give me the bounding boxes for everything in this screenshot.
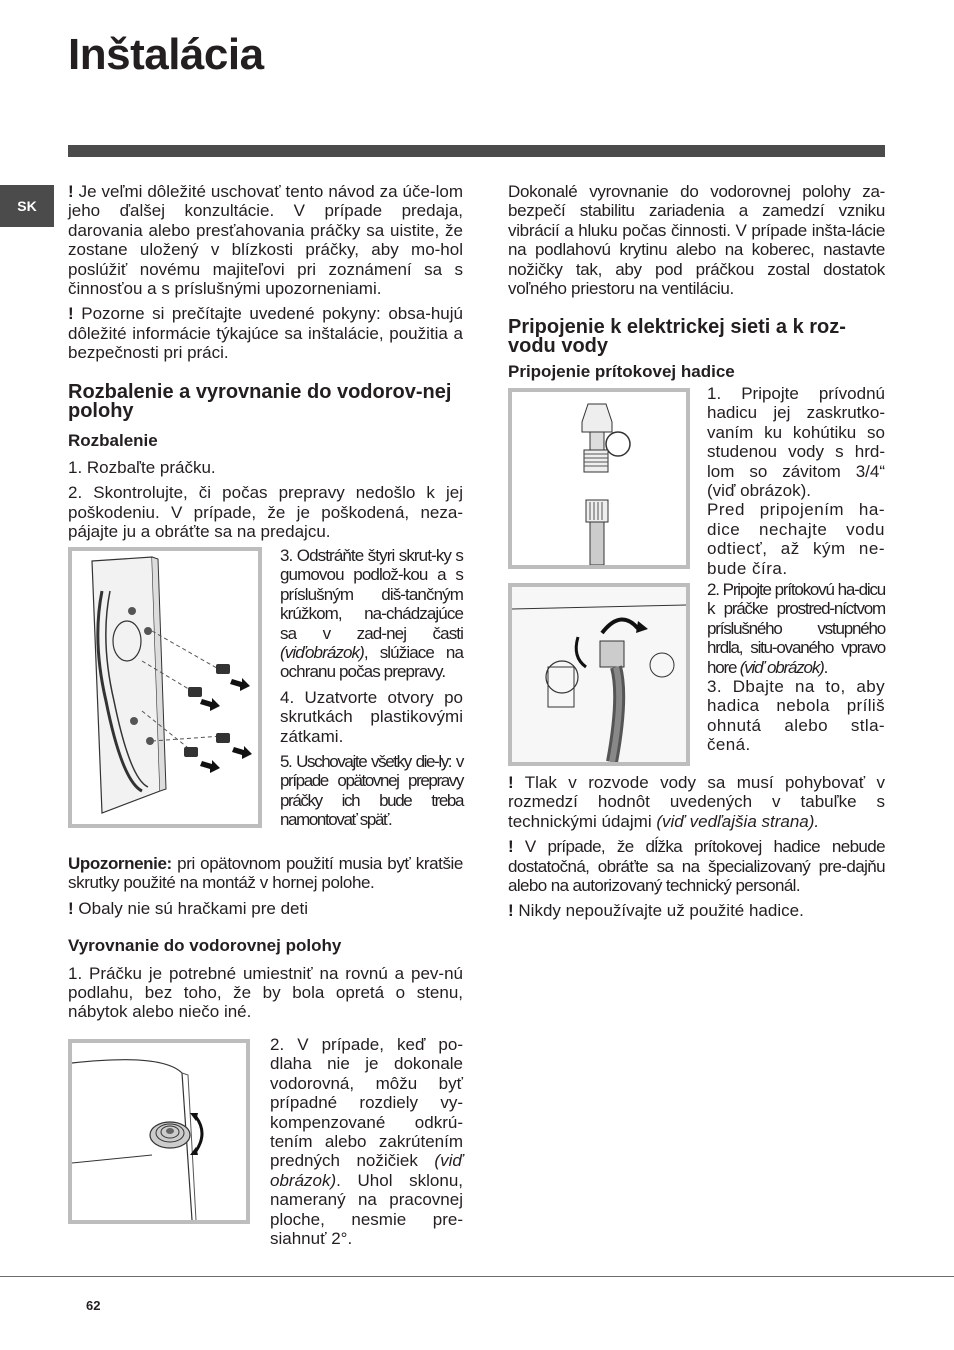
hose-step-3: 3. Dbajte na to, aby hadica nebola príliš ohnutá alebo stla-čená.: [707, 677, 885, 755]
water-tap-illustration: [512, 392, 686, 565]
figure-water-tap: [508, 388, 690, 569]
figure-leveling-foot: [68, 1039, 250, 1224]
leveling-step-1: 1. Práčku je potrebné umiestniť na rovnú a pev-nú podlahu, bez toho, že by bola opretá o stenu, nábytok alebo niečo iné.: [68, 963, 463, 1022]
used-hose-note: ! Nikdy nepoužívajte už použité hadice.: [508, 901, 804, 921]
hose-step-1-note: Pred pripojením ha-dice nechajte vodu odtiecť, až kým ne-bude čírа.: [707, 500, 885, 578]
intro-paragraph-2: ! Pozorne si prečítajte uvedené pokyny: obsa-hujú dôležité informácie týkajúce sa inštalácie, použitia a bezpečnosti pri práci.: [68, 304, 463, 363]
leveling-step-2: 2. V prípade, keď po-dlaha nie je dokonale vodorovná, môžu byť prípadné rozdiely vy-kompenzované odkrú-tením alebo zakrútením predných nožičiek (viď obrázok). Uhol sklonu, nameraný na pracovnej ploche, nesmie pre-siahnuť 2°.: [270, 1035, 463, 1249]
transport-screws-illustration: [72, 551, 258, 824]
right-column-notes: [508, 773, 885, 927]
header-rule: [68, 145, 885, 157]
intro-paragraph-1: ! Je veľmi dôležité uschovať tento návod za úče-lom jeho ďalšej konzultácie. V prípade predaja, darovania alebo presťahovania práčky sa uistite, že zostane uložený v blízkosti práčky, aby mo-hol poslúžiť novému majiteľovi pri zoznámení sa s činnosťou a s príslušnými upozorneniami.: [68, 182, 463, 299]
warning-paragraph: Upozornenie: pri opätovnom použití musia byť kratšie skrutky použité na montáž v hornej polohe.: [68, 854, 463, 893]
page-number: 62: [86, 1298, 101, 1313]
right-column: [508, 182, 885, 382]
figure-transport-screws: [68, 547, 262, 828]
figure-hose-inlet: [508, 583, 690, 766]
subheading-inlet-hose: Pripojenie prítokovej hadice: [508, 362, 735, 382]
hose-instructions-1: [707, 384, 885, 584]
hose-instructions-2: [707, 580, 885, 761]
hose-step-2: 2. Pripojte prítokovú ha-dicu k práčke prostred-níctvom príslušného vstupného hrdla, situ-ovaného vpravo hore (viď obrázok).: [707, 580, 885, 677]
unpack-step-3: 3. Odstráňte štyri skrut-ky s gumovou podlož-kou a s príslušným diš-tančným krúžkom, na-chádzajúce sa v zad-nej časti (viďobrázok), slúžiace na ochranu počas prepravy.: [280, 546, 463, 682]
language-tab: SK: [0, 185, 54, 227]
hose-inlet-illustration: [512, 587, 686, 762]
left-column-bottom: [68, 854, 463, 1028]
unpack-step-5: 5. Uschovajte všetky die-ly: v prípade opätovnej prepravy práčky ich bude treba namontovať späť.: [280, 752, 463, 830]
hose-length-note: ! V prípade, že dĺžka prítokovej hadice nebude dostatočná, obráťte sa na špecializovaný pre-dajňu alebo na autorizovaný technický personál.: [508, 837, 885, 896]
subheading-unpacking: Rozbalenie: [68, 430, 158, 450]
leveling-instructions: [270, 1035, 463, 1254]
section-title-connection: Pripojenie k elektrickej sieti a k roz-vodu vody: [508, 316, 846, 358]
pressure-note: ! Tlak v rozvode vody sa musí pohybovať v rozmedzí hodnôt uvedených v tabuľke s technickými údajmi (viď vedľajšia strana).: [508, 773, 885, 831]
hose-step-1: 1. Pripojte prívodnú hadicu jej zaskrutko-vaním ku kohútiku so studenou vody s hrd-lom so závitom 3/4“ (viď obrázok).: [707, 384, 885, 501]
unpack-step-1: 1. Rozbaľte práčku.: [68, 458, 216, 478]
toys-warning: ! Obaly nie sú hračkami pre deti: [68, 898, 309, 918]
screws-instructions: [280, 546, 463, 836]
leveling-foot-illustration: [72, 1043, 246, 1220]
unpack-step-4: 4. Uzatvorte otvory po skrutkách plastikovými zátkami.: [280, 687, 463, 746]
unpack-step-2: 2. Skontrolujte, či počas prepravy nedošlo k jej poškodeniu. V prípade, že je poškodená, neza-pájajte ju a obráťte sa na predajcu.: [68, 483, 463, 542]
footer-rule: [0, 1276, 954, 1277]
left-column: [68, 182, 463, 548]
section-title-unpacking: Rozbalenie a vyrovnanie do vodorov-nej polohy: [68, 380, 452, 422]
subheading-leveling: Vyrovnanie do vodorovnej polohy: [68, 936, 342, 956]
page-title: Inštalácia: [68, 30, 264, 79]
leveling-benefit-paragraph: Dokonalé vyrovnanie do vodorovnej polohy za-bezpečí stabilitu zariadenia a zamedzí vzniku vibrácií a hluku počas činnosti. V prípade inšta-lácie na podlahovú krytinu alebo na koberec, nastavte nožičky tak, aby pod práčkou zostal dostatok voľného priestoru na ventiláciu.: [508, 182, 885, 299]
